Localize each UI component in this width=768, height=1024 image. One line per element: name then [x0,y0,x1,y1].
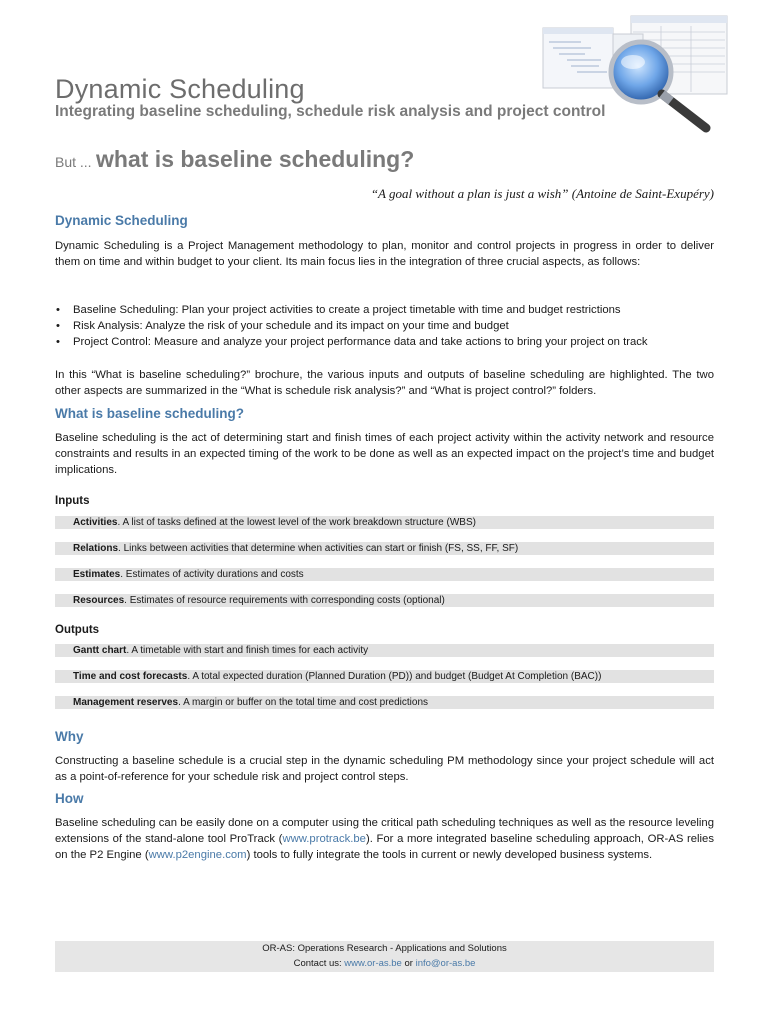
contact-or: or [401,958,416,969]
quote: “A goal without a plan is just a wish” (Antoine de Saint-Exupéry) [370,186,714,201]
inputs-label: Inputs [55,495,90,507]
baseline-text: Baseline scheduling is the act of determining start and finish times of each project activity within the activity network and resource constraints and results in an expected timing of the work to be done as well as an expected impact on the project’s time and budget implications. [55,432,714,477]
input-row-activities [55,516,714,529]
input-row-relations [55,542,714,555]
input-term: Relations [73,543,119,554]
dynamic-scheduling-heading: Dynamic Scheduling [55,213,188,228]
output-desc: . A total expected duration (Planned Duration (PD)) and budget (Budget At Completion (BAC)) [187,671,602,682]
input-desc: . Links between activities that determine when activities can start or finish (FS, SS, FF, SF) [118,543,519,554]
dynamic-scheduling-intro: Dynamic Scheduling is a Project Management methodology to plan, monitor and control projects in progress in order to deliver them on time and within budget to your client. Its main focus lies in the integration of three crucial aspects, as follows: [55,240,714,269]
question-main: what is baseline scheduling? [96,146,415,172]
output-term: Management reserves [73,697,179,708]
output-term: Gantt chart [73,645,127,656]
why-heading: Why [55,729,84,744]
protrack-link[interactable]: www.protrack.be [282,833,366,846]
how-text [55,815,714,864]
question-prefix: But ... [55,154,92,170]
page-title: Dynamic Scheduling [55,74,305,104]
output-term: Time and cost forecasts [73,671,188,682]
input-term: Activities [73,517,118,528]
output-desc: . A timetable with start and finish times for each activity [126,645,369,656]
why-text: Constructing a baseline schedule is a crucial step in the dynamic scheduling PM methodology since your project schedule will act as a point-of-reference for your schedule risk and project control steps. [55,755,714,784]
list-item: • Baseline Scheduling: Plan your project activities to create a project timetable with time and budget restrictions [55,302,714,318]
how-heading: How [55,791,84,806]
input-term: Resources [73,595,125,606]
list-item: • Risk Analysis: Analyze the risk of your schedule and its impact on your time and budget [55,318,714,334]
aspects-list [55,302,714,350]
question-heading [55,146,414,173]
input-row-estimates [55,568,714,581]
contact-prefix: Contact us: [293,958,345,969]
page-subtitle: Integrating baseline scheduling, schedule risk analysis and project control [55,103,606,120]
input-desc: . Estimates of resource requirements with corresponding costs (optional) [124,595,445,606]
input-term: Estimates [73,569,121,580]
how-text-part: ) tools to fully integrate the tools in current or newly developed business systems. [246,849,653,862]
how-text-part: ). For a more integrated baseline scheduling approach, OR-AS relies on the P2 Engine ( [55,833,714,862]
footer-contact [55,956,714,971]
output-row-reserves [55,696,714,709]
footer [55,941,714,972]
website-link[interactable]: www.or-as.be [344,958,402,969]
input-row-resources [55,594,714,607]
dynamic-scheduling-outro: In this “What is baseline scheduling?” brochure, the various inputs and outputs of baseline scheduling are highlighted. The two other aspects are summarized in the “What is schedule risk analysis?” and “What is project control?” folders. [55,369,714,398]
how-text-part: Baseline scheduling can be easily done on a computer using the critical path scheduling techniques as well as the resource leveling extensions of the stand-alone tool ProTrack ( [55,817,714,846]
footer-company: OR-AS: Operations Research - Applications and Solutions [262,943,507,954]
output-desc: . A margin or buffer on the total time and cost predictions [178,697,429,708]
baseline-heading: What is baseline scheduling? [55,406,245,421]
output-row-gantt [55,644,714,657]
input-desc: . Estimates of activity durations and costs [120,569,304,580]
email-link[interactable]: info@or-as.be [415,958,476,969]
p2engine-link[interactable]: www.p2engine.com [148,849,247,862]
outputs-label: Outputs [55,624,100,636]
output-row-forecasts [55,670,714,683]
list-item: • Project Control: Measure and analyze your project performance data and take actions to bring your project on track [55,334,714,350]
input-desc: . A list of tasks defined at the lowest level of the work breakdown structure (WBS) [117,517,476,528]
